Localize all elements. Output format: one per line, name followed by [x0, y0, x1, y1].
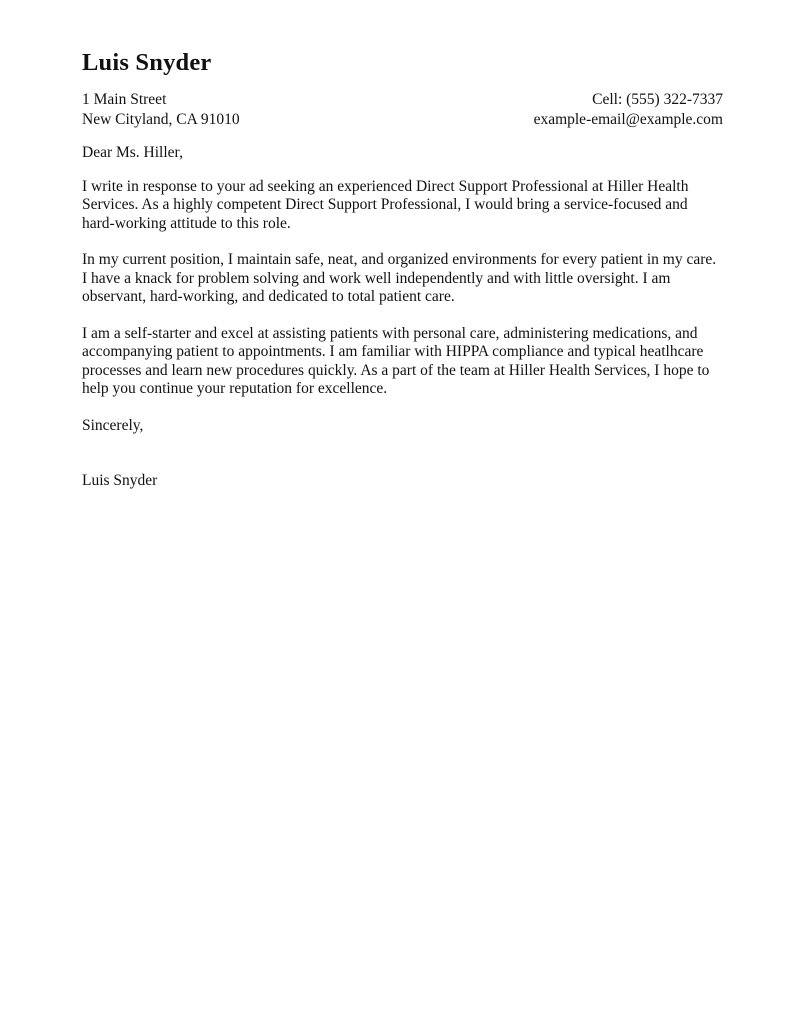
- paragraph-2: In my current position, I maintain safe, neat, and organized environments for every patient in my care. I have a knack for problem solving and work well independently and with little oversight. I am observant, hard-working, and dedicated to total patient care.: [82, 251, 717, 306]
- paragraph-3: I am a self-starter and excel at assisting patients with personal care, administering medications, and accompanying patient to appointments. I am familiar with HIPPA compliance and typical heatlhcare processes and learn new procedures quickly. As a part of the team at Hiller Health Services, I hope to help you continue your reputation for excellence.: [82, 324, 710, 398]
- email-line: example-email@example.com: [533, 111, 723, 129]
- salutation: Dear Ms. Hiller,: [82, 144, 183, 162]
- address-block: [82, 90, 240, 130]
- phone-email-block: [534, 90, 723, 130]
- address-line-1: 1 Main Street: [82, 91, 167, 109]
- closing: Sincerely,: [82, 416, 144, 434]
- paragraph-1: I write in response to your ad seeking an experienced Direct Support Professional at Hiller Health Services. As a highly competent Direct Support Professional, I would bring a service-focused and hard-working attitude to this role.: [82, 177, 689, 232]
- address-line-2: New Cityland, CA 91010: [82, 111, 240, 129]
- letter-body: [82, 144, 723, 491]
- contact-info-block: [82, 90, 723, 130]
- letter-author-name-heading: Luis Snyder: [82, 49, 212, 76]
- signature-name: Luis Snyder: [82, 472, 158, 490]
- cell-phone-line: Cell: (555) 322-7337: [592, 91, 723, 109]
